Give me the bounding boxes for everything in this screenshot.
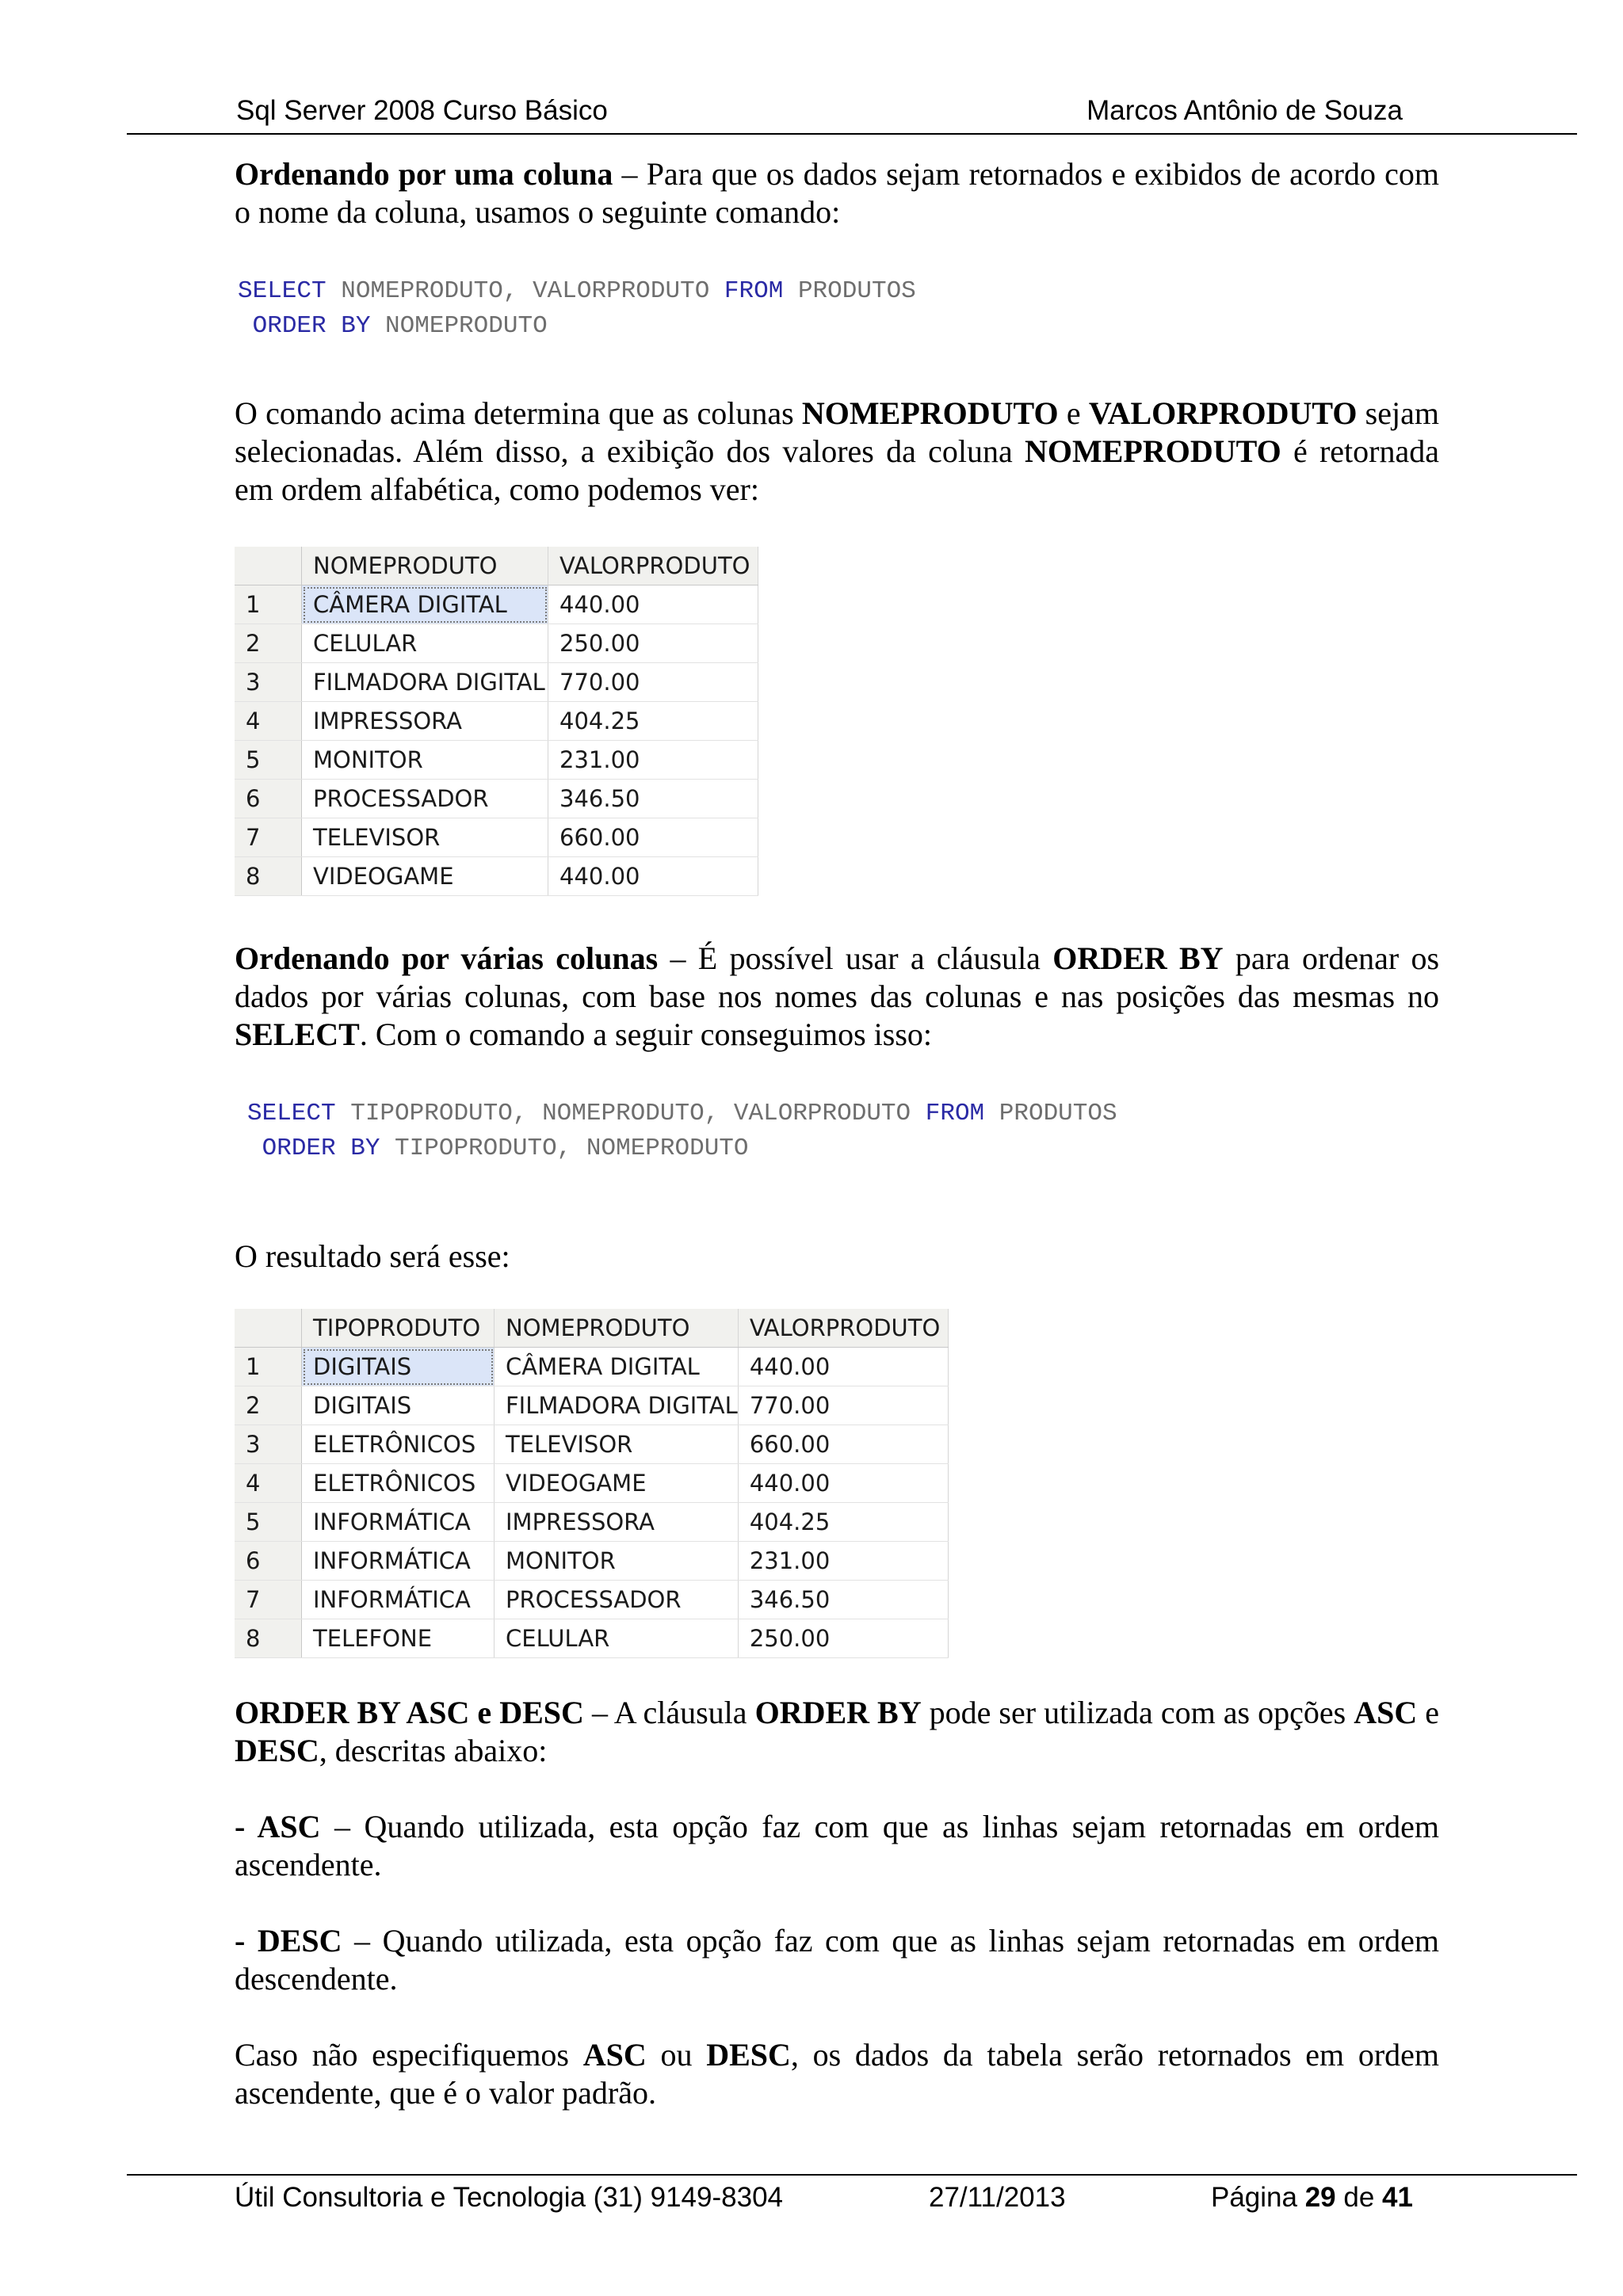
grid-cell[interactable]: 231.00 xyxy=(548,741,758,780)
text: e xyxy=(1417,1695,1439,1730)
column-header: VALORPRODUTO xyxy=(548,547,758,585)
grid-cell[interactable]: DIGITAIS xyxy=(302,1386,495,1425)
asc-description: - ASC – Quando utilizada, esta opção faz com que as linhas sejam retornadas em ordem ascendente. xyxy=(235,1809,1439,1882)
default-order-note xyxy=(235,2036,1439,2112)
row-number: 5 xyxy=(235,1503,302,1542)
grid-cell[interactable]: 660.00 xyxy=(738,1425,948,1464)
grid-cell[interactable]: 440.00 xyxy=(548,585,758,624)
grid-cell[interactable]: CÂMERA DIGITAL xyxy=(495,1348,739,1386)
row-number-header xyxy=(235,547,302,585)
text: , descritas abaixo: xyxy=(319,1733,548,1768)
grid-cell[interactable]: 660.00 xyxy=(548,818,758,857)
column-header: NOMEPRODUTO xyxy=(495,1309,739,1348)
table-row[interactable] xyxy=(235,1581,948,1619)
footer-date: 27/11/2013 xyxy=(929,2182,1066,2213)
table-row[interactable] xyxy=(235,818,758,857)
text-bold: NOMEPRODUTO xyxy=(1025,433,1281,469)
row-number: 8 xyxy=(235,1619,302,1658)
text-bold: DESC xyxy=(706,2037,791,2073)
text: É possível usar a cláusula xyxy=(697,940,1053,976)
grid-header-row xyxy=(235,547,758,585)
table-row[interactable] xyxy=(235,780,758,818)
row-number: 6 xyxy=(235,1542,302,1581)
code-block-2 xyxy=(247,1097,1117,1166)
row-number: 8 xyxy=(235,857,302,896)
table-row[interactable] xyxy=(235,857,758,896)
code-keyword: SELECT xyxy=(247,1100,336,1127)
header-divider xyxy=(127,133,1577,135)
text-bold: SELECT xyxy=(235,1016,360,1052)
text: O comando acima determina que as colunas xyxy=(235,395,802,431)
row-number: 7 xyxy=(235,1581,302,1619)
column-header: TIPOPRODUTO xyxy=(302,1309,495,1348)
text-bold: NOMEPRODUTO xyxy=(801,395,1059,431)
table-row[interactable] xyxy=(235,1542,948,1581)
code-text: TIPOPRODUTO, NOMEPRODUTO xyxy=(380,1135,749,1162)
section-asc-desc: ORDER BY ASC e DESC – A cláusula ORDER BY pode ser utilizada com as opções ASC e DESC, descritas abaixo: xyxy=(235,1695,1439,1768)
text-bold: ORDER BY xyxy=(754,1695,922,1730)
grid-cell[interactable]: MONITOR xyxy=(302,741,548,780)
code-text: PRODUTOS xyxy=(783,277,916,305)
text: Página xyxy=(1211,2182,1305,2213)
section-one-description xyxy=(235,395,1439,509)
code-block-1 xyxy=(238,274,916,344)
text: . Com o comando a seguir conseguimos isso: xyxy=(359,1016,933,1052)
text: Caso não especifiquemos xyxy=(235,2037,583,2073)
grid-cell[interactable]: VIDEOGAME xyxy=(302,857,548,896)
grid-cell[interactable]: 346.50 xyxy=(738,1581,948,1619)
grid-cell[interactable]: INFORMÁTICA xyxy=(302,1581,495,1619)
column-header: NOMEPRODUTO xyxy=(302,547,548,585)
text: pode ser utilizada com as opções xyxy=(921,1695,1354,1730)
text-bold: DESC xyxy=(235,1733,319,1768)
table-row[interactable] xyxy=(235,1348,948,1386)
text: Quando utilizada, esta opção faz com que as linhas sejam retornadas em ordem descendente. xyxy=(235,1923,1439,1997)
grid-cell[interactable]: 250.00 xyxy=(738,1619,948,1658)
row-number: 2 xyxy=(235,1386,302,1425)
section-varias-colunas: Ordenando por várias colunas – É possível usar a cláusula ORDER BY para ordenar os dados por várias colunas, com base nos nomes das colunas e nas posições das mesmas no SELECT. Com o comando a seguir conseguimos isso: xyxy=(235,940,1440,1052)
table-row[interactable] xyxy=(235,1386,948,1425)
section-text: Para que os dados sejam retornados e exibidos de acordo com o nome da coluna, usamos o seguinte comando: xyxy=(235,156,1440,230)
row-number: 1 xyxy=(235,1348,302,1386)
code-keyword: SELECT xyxy=(238,277,327,305)
section-title: Ordenando por uma coluna xyxy=(235,156,613,192)
text: A cláusula xyxy=(613,1695,755,1730)
text: é retornada em ordem alfabética, como podemos ver: xyxy=(235,433,1439,507)
results-grid-2 xyxy=(235,1309,949,1658)
header-author: Marcos Antônio de Souza xyxy=(1086,95,1403,126)
grid-cell[interactable]: VIDEOGAME xyxy=(495,1464,739,1503)
grid-cell[interactable]: MONITOR xyxy=(495,1542,739,1581)
code-keyword: ORDER BY xyxy=(252,312,371,340)
grid-cell[interactable]: PROCESSADOR xyxy=(302,780,548,818)
grid-cell[interactable]: 231.00 xyxy=(738,1542,948,1581)
grid-cell[interactable]: INFORMÁTICA xyxy=(302,1542,495,1581)
text: para ordenar os dados por várias colunas, com base nos nomes das colunas e nas posições das mesmas no xyxy=(235,940,1440,1014)
results-grid-1 xyxy=(235,547,758,896)
grid-cell[interactable]: FILMADORA DIGITAL xyxy=(302,663,548,702)
grid-cell[interactable]: FILMADORA DIGITAL xyxy=(495,1386,739,1425)
text: sejam selecionadas. Além disso, a exibição dos valores da coluna xyxy=(235,395,1439,469)
grid-cell[interactable]: 440.00 xyxy=(738,1348,948,1386)
row-number: 5 xyxy=(235,741,302,780)
code-text: NOMEPRODUTO xyxy=(370,312,548,340)
grid-cell[interactable]: CELULAR xyxy=(302,624,548,663)
row-number: 4 xyxy=(235,1464,302,1503)
grid-cell[interactable]: 346.50 xyxy=(548,780,758,818)
header-course-title: Sql Server 2008 Curso Básico xyxy=(236,95,608,126)
code-text: NOMEPRODUTO, VALORPRODUTO xyxy=(326,277,724,305)
grid-cell[interactable]: IMPRESSORA xyxy=(302,702,548,741)
grid-cell[interactable]: ELETRÔNICOS xyxy=(302,1464,495,1503)
section-title: ORDER BY ASC e DESC xyxy=(235,1695,584,1730)
column-header: VALORPRODUTO xyxy=(738,1309,948,1348)
grid-cell[interactable]: CÂMERA DIGITAL xyxy=(302,585,548,624)
grid-cell[interactable]: 250.00 xyxy=(548,624,758,663)
grid-cell[interactable]: INFORMÁTICA xyxy=(302,1503,495,1542)
text: Quando utilizada, esta opção faz com que as linhas sejam retornadas em ordem ascendente. xyxy=(235,1809,1439,1882)
code-text: TIPOPRODUTO, NOMEPRODUTO, VALORPRODUTO xyxy=(335,1100,926,1127)
row-number: 7 xyxy=(235,818,302,857)
table-row[interactable] xyxy=(235,702,758,741)
grid-cell[interactable]: 404.25 xyxy=(548,702,758,741)
grid-cell[interactable]: 440.00 xyxy=(548,857,758,896)
row-number: 1 xyxy=(235,585,302,624)
section-title: Ordenando por várias colunas xyxy=(235,940,659,976)
grid-cell[interactable]: 770.00 xyxy=(738,1386,948,1425)
grid-cell[interactable]: IMPRESSORA xyxy=(495,1503,739,1542)
table-row[interactable] xyxy=(235,1619,948,1658)
grid-cell[interactable]: 404.25 xyxy=(738,1503,948,1542)
text: e xyxy=(1058,395,1089,431)
row-number: 6 xyxy=(235,780,302,818)
grid-cell[interactable]: CELULAR xyxy=(495,1619,739,1658)
result-caption: O resultado será esse: xyxy=(235,1238,510,1274)
code-keyword: FROM xyxy=(925,1100,985,1127)
table-row[interactable] xyxy=(235,1503,948,1542)
desc-description: - DESC – Quando utilizada, esta opção faz com que as linhas sejam retornadas em ordem descendente. xyxy=(235,1923,1439,1997)
text-bold: ORDER BY xyxy=(1052,940,1224,976)
code-text: PRODUTOS xyxy=(984,1100,1117,1127)
text-bold: - ASC xyxy=(235,1809,321,1844)
grid-cell[interactable]: ELETRÔNICOS xyxy=(302,1425,495,1464)
grid-cell[interactable]: TELEVISOR xyxy=(302,818,548,857)
row-number: 3 xyxy=(235,1425,302,1464)
text: , os dados da tabela serão retornados em ordem ascendente, que é o valor padrão. xyxy=(235,2037,1440,2111)
table-row[interactable] xyxy=(235,741,758,780)
row-number: 3 xyxy=(235,663,302,702)
text-bold: VALORPRODUTO xyxy=(1088,395,1358,431)
total-pages: 41 xyxy=(1382,2182,1413,2213)
code-keyword: FROM xyxy=(724,277,784,305)
code-keyword: ORDER BY xyxy=(262,1135,380,1162)
grid-cell[interactable]: 770.00 xyxy=(548,663,758,702)
footer-divider xyxy=(127,2174,1577,2176)
footer-page-number xyxy=(1211,2182,1413,2214)
row-number: 4 xyxy=(235,702,302,741)
table-row[interactable] xyxy=(235,1464,948,1503)
section-one-coluna: Ordenando por uma coluna – Para que os dados sejam retornados e exibidos de acordo com o nome da coluna, usamos o seguinte comando: xyxy=(235,156,1440,230)
table-row[interactable] xyxy=(235,663,758,702)
current-page: 29 xyxy=(1304,2182,1336,2213)
row-number: 2 xyxy=(235,624,302,663)
table-row[interactable] xyxy=(235,585,758,624)
grid-cell[interactable]: DIGITAIS xyxy=(302,1348,495,1386)
text: de xyxy=(1335,2182,1383,2213)
grid-header-row xyxy=(235,1309,948,1348)
text-bold: ASC xyxy=(582,2037,647,2073)
text-bold: ASC xyxy=(1354,1695,1418,1730)
table-row[interactable] xyxy=(235,624,758,663)
grid-cell[interactable]: TELEVISOR xyxy=(495,1425,739,1464)
text-bold: - DESC xyxy=(235,1923,342,1958)
grid-cell[interactable]: 440.00 xyxy=(738,1464,948,1503)
grid-cell[interactable]: PROCESSADOR xyxy=(495,1581,739,1619)
row-number-header xyxy=(235,1309,302,1348)
text: ou xyxy=(646,2037,707,2073)
footer-company: Útil Consultoria e Tecnologia (31) 9149-8304 xyxy=(235,2182,784,2213)
table-row[interactable] xyxy=(235,1425,948,1464)
grid-cell[interactable]: TELEFONE xyxy=(302,1619,495,1658)
